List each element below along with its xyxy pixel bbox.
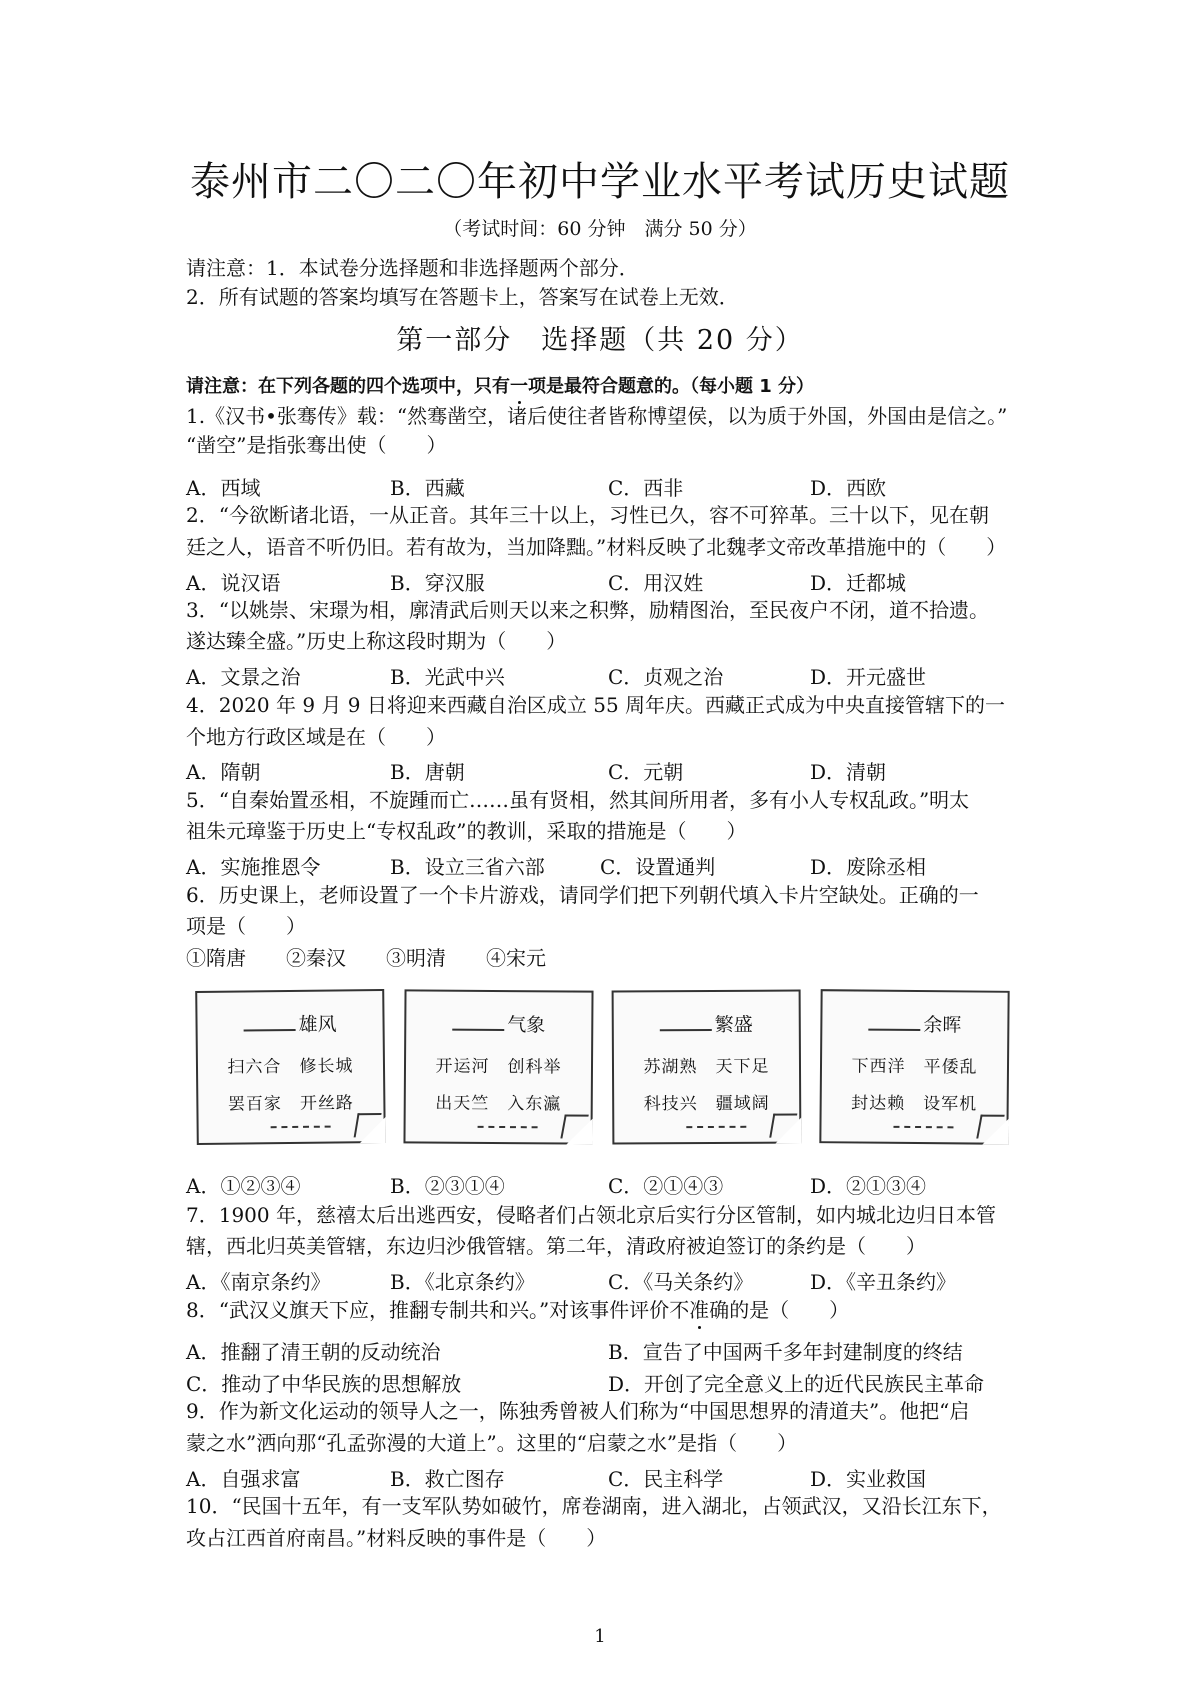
card-line-2: 出天竺 入东瀛 <box>435 1093 562 1115</box>
card-heading-text: 气象 <box>507 1014 546 1037</box>
q6-option-c[interactable]: C．②①④③ <box>608 1174 724 1198</box>
q5-option-a[interactable]: A．实施推恩令 <box>186 855 321 879</box>
card-blank <box>868 1029 920 1031</box>
q4-option-c[interactable]: C．元朝 <box>608 760 684 784</box>
card-line-2: 封达赖 设军机 <box>851 1093 978 1115</box>
notice-1: 请注意：1．本试卷分选择题和非选择题两个部分． <box>186 256 639 280</box>
q1-option-b[interactable]: B．西藏 <box>390 476 465 500</box>
q6-option-b[interactable]: B．②③①④ <box>390 1174 505 1198</box>
instruction-part-b: 项是最符合题意的。（每小题 1 分） <box>528 376 815 397</box>
q5-line-1: 5．“自秦始置丞相，不旋踵而亡……虽有贤相，然其间所用者，多有小人专权乱政。”明太 <box>186 788 970 812</box>
q6-option-d[interactable]: D．②①③④ <box>810 1174 927 1198</box>
q5-option-b[interactable]: B．设立三省六部 <box>390 855 545 879</box>
q6-options <box>186 1170 1046 1198</box>
card-line-1: 苏湖熟 天下足 <box>643 1056 770 1078</box>
card-heading <box>614 1010 799 1038</box>
card-blank <box>452 1029 504 1031</box>
dynasty-card <box>403 989 593 1144</box>
q5-options <box>186 851 1046 879</box>
q5-line-2: 祖朱元璋鉴于历史上“专权乱政”的教训，采取的措施是（ ） <box>186 819 747 843</box>
section-title: 第一部分 选择题（共 20 分） <box>396 325 804 356</box>
q8-option-d[interactable]: D．开创了完全意义上的近代民族民主革命 <box>608 1372 985 1396</box>
q7-options <box>186 1266 1046 1294</box>
q8-option-b[interactable]: B．宣告了中国两千多年封建制度的终结 <box>608 1340 963 1364</box>
page-number: 1 <box>594 1626 606 1647</box>
q1-option-c[interactable]: C．西非 <box>608 476 684 500</box>
instruction-part-a: 请注意：在下列各题的四个选项中，只有 <box>186 376 510 397</box>
page-curl-icon <box>976 1115 1004 1139</box>
q7-line-1: 7．1900 年，慈禧太后出逃西安，侵略者们占领北京后实行分区管制，如内城北边归日本管 <box>186 1203 996 1227</box>
q6-line-2: 项是（ ） <box>186 914 306 938</box>
q8-stem <box>186 1298 849 1322</box>
q1-line-1: 1.《汉书•张骞传》载：“然骞凿空，诸后使往者皆称博望侯，以为质于外国，外国由是信之。” <box>186 404 1008 428</box>
card-line-1: 下西洋 平倭乱 <box>851 1056 978 1078</box>
card-heading-text: 余晖 <box>923 1014 962 1037</box>
q9-option-d[interactable]: D．实业救国 <box>810 1467 927 1491</box>
dynasty-card <box>819 989 1009 1145</box>
q9-option-a[interactable]: A．自强求富 <box>186 1467 301 1491</box>
notice-2: 2．所有试题的答案均填写在答题卡上，答案写在试卷上无效． <box>186 285 739 309</box>
card-dash <box>893 1126 953 1131</box>
q8-emphasis: 不准确 <box>669 1298 730 1322</box>
dynasty-card-set <box>196 982 1026 1157</box>
q1-option-a[interactable]: A．西域 <box>186 476 261 500</box>
card-blank <box>244 1029 296 1032</box>
q4-option-b[interactable]: B．唐朝 <box>390 760 465 784</box>
q2-option-a[interactable]: A．说汉语 <box>186 571 281 595</box>
q3-option-b[interactable]: B．光武中兴 <box>390 665 505 689</box>
q8-option-a[interactable]: A．推翻了清王朝的反动统治 <box>186 1340 441 1364</box>
dynasty-card <box>612 990 802 1145</box>
q7-option-d[interactable]: D．《辛丑条约》 <box>810 1270 957 1294</box>
q10-line-2: 攻占江西首府南昌。”材料反映的事件是（ ） <box>186 1526 607 1550</box>
q4-line-1: 4．2020 年 9 月 9 日将迎来西藏自治区成立 55 周年庆。西藏正式成为中央直接管辖下的一 <box>186 693 1006 717</box>
q4-options <box>186 756 1046 784</box>
card-heading <box>406 1009 591 1037</box>
section-instruction <box>186 372 814 398</box>
q8-stem-a: 8．“武汉义旗天下应，推翻专制共和兴。”对该事件评价 <box>186 1298 670 1322</box>
q7-option-c[interactable]: C．《马关条约》 <box>608 1270 754 1294</box>
q3-option-c[interactable]: C．贞观之治 <box>608 665 724 689</box>
q8-stem-b: 的是（ ） <box>729 1298 850 1322</box>
card-heading-text: 繁盛 <box>714 1013 753 1036</box>
q9-option-b[interactable]: B．救亡图存 <box>390 1467 505 1491</box>
q7-option-b[interactable]: B．《北京条约》 <box>390 1270 535 1294</box>
q3-options <box>186 661 1046 689</box>
q3-option-d[interactable]: D．开元盛世 <box>810 665 927 689</box>
q2-options <box>186 567 1046 595</box>
q7-option-a[interactable]: A．《南京条约》 <box>186 1270 331 1294</box>
q4-line-2: 个地方行政区域是在（ ） <box>186 725 446 749</box>
page-curl-icon <box>354 1113 382 1137</box>
q1-options <box>186 472 1046 500</box>
q6-line-1: 6．历史课上，老师设置了一个卡片游戏，请同学们把下列朝代填入卡片空缺处。正确的一 <box>186 883 979 907</box>
card-heading <box>822 1009 1007 1038</box>
page-curl-icon <box>769 1114 797 1138</box>
card-heading <box>197 1009 382 1038</box>
q3-line-1: 3．“以姚崇、宋璟为相，廓清武后则天以来之积弊，励精图治，至民夜户不闭，道不拾遗。 <box>186 598 989 622</box>
q8-options-row-2 <box>186 1368 1046 1396</box>
card-dash <box>686 1126 746 1130</box>
q9-line-1: 9．作为新文化运动的领导人之一，陈独秀曾被人们称为“中国思想界的清道夫”。他把“启 <box>186 1399 970 1423</box>
q5-option-c[interactable]: C．设置通判 <box>600 855 716 879</box>
q1-option-d[interactable]: D．西欧 <box>810 476 887 500</box>
dynasty-card <box>195 989 386 1145</box>
q4-option-d[interactable]: D．清朝 <box>810 760 887 784</box>
q6-choices: ①隋唐 ②秦汉 ③明清 ④宋元 <box>186 946 546 970</box>
q9-option-c[interactable]: C．民主科学 <box>608 1467 724 1491</box>
q3-option-a[interactable]: A．文景之治 <box>186 665 301 689</box>
q2-option-b[interactable]: B．穿汉服 <box>390 571 485 595</box>
q5-option-d[interactable]: D．废除丞相 <box>810 855 927 879</box>
q4-option-a[interactable]: A．隋朝 <box>186 760 261 784</box>
q9-line-2: 蒙之水”洒向那“孔孟弥漫的大道上”。这里的“启蒙之水”是指（ ） <box>186 1431 798 1455</box>
q1-line-2: “凿空”是指张骞出使（ ） <box>186 433 447 457</box>
card-line-1: 开运河 创科举 <box>435 1056 562 1078</box>
q2-option-c[interactable]: C．用汉姓 <box>608 571 704 595</box>
q2-line-1: 2．“今欲断诸北语，一从正音。其年三十以上，习性已久，容不可猝革。三十以下，见在朝 <box>186 503 989 527</box>
page-curl-icon <box>560 1114 588 1138</box>
exam-subtitle: （考试时间：60 分钟 满分 50 分） <box>443 218 757 240</box>
exam-title: 泰州市二〇二〇年初中学业水平考试历史试题 <box>190 159 1010 205</box>
card-line-2: 罢百家 开丝路 <box>227 1093 354 1115</box>
instruction-emphasis: 一 <box>510 376 528 397</box>
q8-option-c[interactable]: C．推动了中华民族的思想解放 <box>186 1372 462 1396</box>
q3-line-2: 遂达臻全盛。”历史上称这段时期为（ ） <box>186 629 567 653</box>
card-line-1: 扫六合 修长城 <box>227 1056 354 1078</box>
q2-line-2: 廷之人，语音不听仍旧。若有故为，当加降黜。”材料反映了北魏孝文帝改革措施中的（ ） <box>186 535 1007 559</box>
card-dash <box>478 1126 538 1130</box>
q7-line-2: 辖，西北归英美管辖，东边归沙俄管辖。第二年，清政府被迫签订的条约是（ ） <box>186 1234 926 1258</box>
q8-options-row-1 <box>186 1336 1046 1364</box>
card-dash <box>271 1126 331 1131</box>
q6-option-a[interactable]: A．①②③④ <box>186 1174 301 1198</box>
q2-option-d[interactable]: D．迁都城 <box>810 571 907 595</box>
card-blank <box>660 1029 712 1031</box>
q9-options <box>186 1463 1046 1491</box>
card-heading-text: 雄风 <box>298 1013 337 1036</box>
q10-line-1: 10．“民国十五年，有一支军队势如破竹，席卷湖南，进入湖北，占领武汉，又沿长江东下， <box>186 1494 1002 1518</box>
card-line-2: 科技兴 疆域阔 <box>643 1093 770 1115</box>
